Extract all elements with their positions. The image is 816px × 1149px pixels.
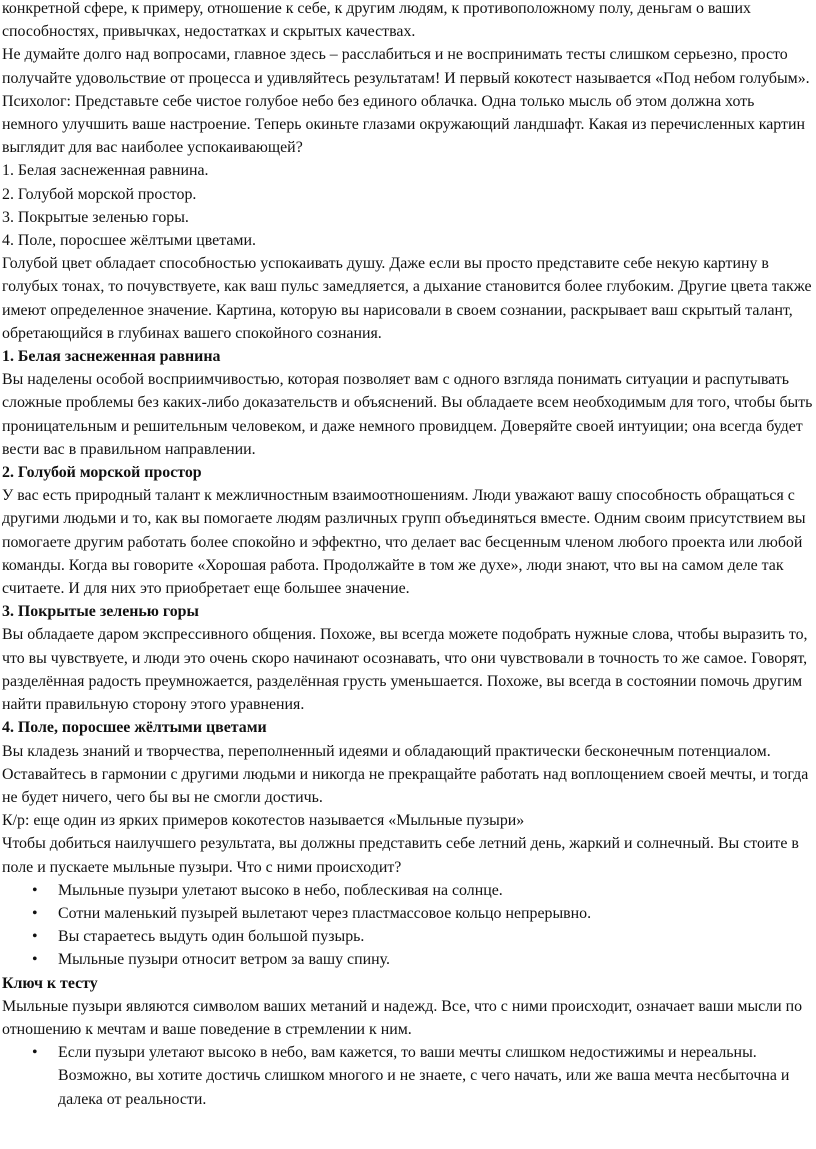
bullet-icon: •	[32, 928, 38, 946]
answer-text-4: Вы кладезь знаний и творчества, переполненный идеями и обладающий практически бесконечным потенциалом. Оставайтесь в гармонии с другими людьми и никогда не прекращайте работать над воплощением своей мечты, и тогда не будет ничего, чего бы вы не смогли достичь.	[2, 742, 809, 806]
list-item	[2, 902, 813, 925]
option-line-3: 3. Покрытые зеленью горы.	[2, 208, 189, 226]
paragraph-intro-continued: конкретной сфере, к примеру, отношение к себе, к другим людям, к противоположному полу, деньгам о ваших способностях, привычках, недостатках и скрытых качествах.	[2, 0, 751, 41]
list-item-text: Сотни маленький пузырей вылетают через пластмассовое кольцо непрерывно.	[58, 904, 592, 922]
second-test-question: Чтобы добиться наилучшего результата, вы должны представить себе летний день, жаркий и солнечный. Вы стоите в поле и пускаете мыльные пузыри. Что с ними происходит?	[2, 835, 799, 876]
list-item-text: Мыльные пузыри относит ветром за вашу спину.	[58, 951, 390, 969]
bullet-icon: •	[32, 951, 38, 969]
answer-text-2: У вас есть природный талант к межличностным взаимоотношениям. Люди уважают вашу способность обращаться с другими людьми и то, как вы помогаете людям различных групп объединяться вместе. Одним своим присутствием вы помогаете другим работать более спокойно и эффектно, что делает вас бесценным членом любого проекта или любой команды. Когда вы говорите «Хорошая работа. Продолжайте в том же духе», люди знают, что вы на самом деле так считаете. И для них это приобретает еще большее значение.	[2, 487, 806, 598]
list-item	[2, 879, 813, 902]
bubble-options-list	[2, 879, 813, 972]
option-line-2: 2. Голубой морской простор.	[2, 185, 197, 203]
second-test-intro: К/р: еще один из ярких примеров кокотестов называется «Мыльные пузыри»	[2, 812, 525, 830]
answer-text-1: Вы наделены особой восприимчивостью, которая позволяет вам с одного взгляда понимать ситуации и распутывать сложные проблемы без каких-либо доказательств и объяснений. Вы обладаете всем необходимым для того, чтобы быть проницательным и решительным человеком, и даже немного провидцем. Доверяйте своей интуиции; она всегда будет вести вас в правильном направлении.	[2, 371, 813, 458]
option-line-4: 4. Поле, поросшее жёлтыми цветами.	[2, 232, 256, 250]
option-line-1: 1. Белая заснеженная равнина.	[2, 162, 209, 180]
answer-heading-3: 3. Покрытые зеленью горы	[2, 603, 199, 621]
answer-heading-2: 2. Голубой морской простор	[2, 464, 202, 482]
paragraph-blue-color: Голубой цвет обладает способностью успокаивать душу. Даже если вы просто представите себе некую картину в голубых тонах, то почувствуете, как ваш пульс замедляется, а дыхание становится более глубоким. Другие цвета также имеют определенное значение. Картина, которую вы нарисовали в своем сознании, раскрывает ваш скрытый талант, обретающийся в глубинах вашего спокойного сознания.	[2, 255, 812, 342]
list-item-text: Если пузыри улетают высоко в небо, вам кажется, то ваши мечты слишком недостижимы и нереальны. Возможно, вы хотите достичь слишком многого и не знаете, с чего начать, или же ваша мечта несбыточна и далека от реальности.	[58, 1044, 790, 1108]
paragraph-psychologist: Психолог: Представьте себе чистое голубое небо без единого облачка. Одна только мысль об этом должна хоть немного улучшить ваше настроение. Теперь окиньте глазами окружающий ландшафт. Какая из перечисленных картин выглядит для вас наиболее успокаивающей?	[2, 92, 805, 157]
bullet-icon: •	[32, 881, 38, 899]
paragraph-instructions: Не думайте долго над вопросами, главное здесь – расслабиться и не воспринимать тесты слишком серьезно, просто получайте удовольствие от процесса и удивляйтесь результатам! И первый кокотест называется «Под небом голубым».	[2, 46, 810, 87]
bullet-icon: •	[32, 1044, 38, 1062]
key-items-list	[2, 1041, 813, 1111]
list-item	[2, 925, 813, 948]
list-item-text: Мыльные пузыри улетают высоко в небо, поблескивая на солнце.	[58, 881, 503, 899]
document-page	[2, 0, 813, 1111]
list-item-text: Вы стараетесь выдуть один большой пузырь.	[58, 928, 365, 946]
answer-heading-4: 4. Поле, поросшее жёлтыми цветами	[2, 719, 267, 737]
list-item	[2, 948, 813, 971]
bullet-icon: •	[32, 904, 38, 922]
answer-heading-1: 1. Белая заснеженная равнина	[2, 348, 221, 366]
key-heading: Ключ к тесту	[2, 974, 98, 992]
answer-text-3: Вы обладаете даром экспрессивного общения. Похоже, вы всегда можете подобрать нужные слова, чтобы выразить то, что вы чувствуете, и люди это очень скоро начинают осознавать, что они чувствовали в точность то же самое. Говорят, разделённая радость преумножается, разделённая грусть уменьшается. Похоже, вы всегда в состоянии помочь другим найти правильную сторону этого уравнения.	[2, 626, 808, 714]
list-item	[2, 1041, 813, 1111]
key-text: Мыльные пузыри являются символом ваших метаний и надежд. Все, что с ними происходит, означает ваши мысли по отношению к мечтам и ваше поведение в стремлении к ним.	[2, 997, 803, 1038]
